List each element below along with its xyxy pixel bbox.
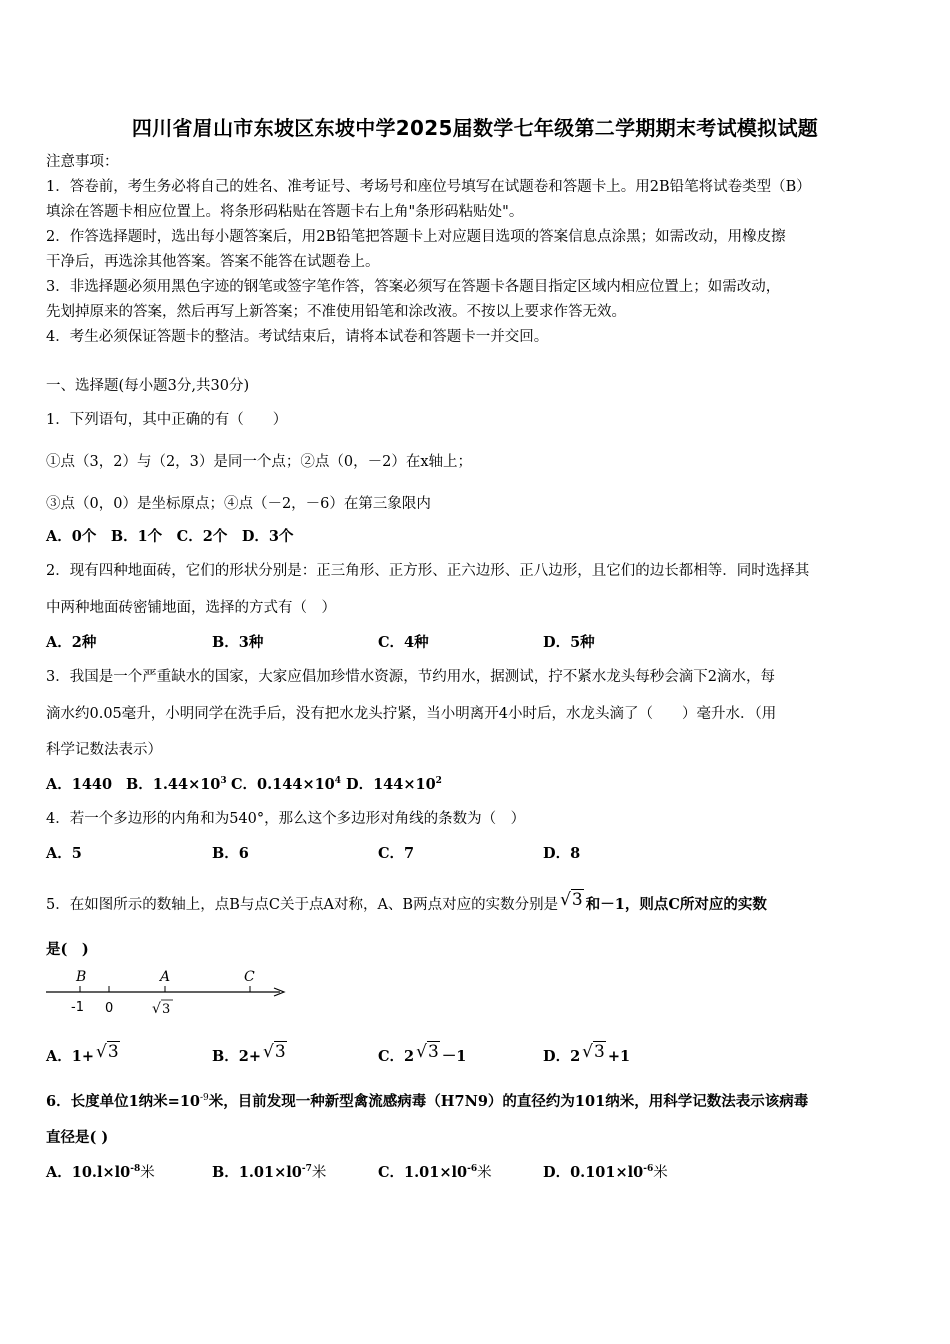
tick-label-zero: 0 <box>105 1001 114 1016</box>
sqrt-symbol: √3 <box>560 890 583 910</box>
notice-line: 先划掉原来的答案，然后再写上新答案；不准使用铅笔和涂改液。不按以上要求作答无效。 <box>46 304 626 320</box>
notice-line: 2．作答选择题时，选出每小题答案后，用2B铅笔把答题卡上对应题目选项的答案信息点涂黑；如需改动，用橡皮擦 <box>46 229 786 245</box>
q5-stem: 5．在如图所示的数轴上，点B与点C关于点A对称，A、B两点对应的实数分别是 √3 和－1，则点C所对应的实数 <box>46 890 767 913</box>
q1-statement: ①点（3，2）与（2，3）是同一个点；②点（0，－2）在x轴上； <box>46 454 473 470</box>
q2-stem: 2．现有四种地面砖，它们的形状分别是：正三角形、正方形、正六边形、正八边形，且它们的边长都相等．同时选择其 <box>46 563 810 579</box>
notice-line: 3．非选择题必须用黑色字迹的钢笔或签字笔作答，答案必须写在答题卡各题目指定区域内相应位置上；如需改动， <box>46 279 781 295</box>
q6-stem: 6．长度单位1纳米$=10^{-9}$米，目前发现一种新型禽流感病毒（H7N9）的直径约为101纳米，用科学记数法表示该病毒 <box>46 1093 809 1110</box>
q4-option-d: D．8 <box>543 845 581 862</box>
q4-option-c: C．7 <box>378 845 415 862</box>
q3-stem: 科学记数法表示） <box>46 742 162 758</box>
number-line-figure <box>44 965 304 1021</box>
page-title: 四川省眉山市东坡区东坡中学2025届数学七年级第二学期期末考试模拟试题 <box>131 116 819 140</box>
label-c: C <box>244 969 255 985</box>
q4-stem: 4．若一个多边形的内角和为540°，那么这个多边形对角线的条数为（ ） <box>46 811 526 827</box>
q1-options: A．0个 B．1个 C．2个 D．3个 <box>46 528 294 545</box>
q2-option-c: C．4种 <box>378 634 429 651</box>
q6-option-d: D．$0.101\times l0^{-6}$米 <box>543 1164 668 1181</box>
notice-heading: 注意事项： <box>46 154 119 170</box>
q2-option-b: B．3种 <box>212 634 264 651</box>
q5-option-b: B．2+ √3 <box>212 1042 286 1065</box>
q5-option-a: A．1+ √3 <box>46 1042 119 1065</box>
notice-line: 4．考生必须保证答题卡的整洁。考试结束后，请将本试卷和答题卡一并交回。 <box>46 329 549 345</box>
tick-label-sqrt3: 3 <box>162 1002 171 1017</box>
notice-line: 填涂在答题卡相应位置上。将条形码粘贴在答题卡右上角"条形码粘贴处"。 <box>46 204 524 220</box>
q5-stem: 是( ) <box>46 941 89 958</box>
tick-label-neg1: -1 <box>71 1000 84 1015</box>
q1-statement: ③点（0，0）是坐标原点；④点（－2，－6）在第三象限内 <box>46 496 431 512</box>
q6-stem: 直径是( ) <box>46 1129 109 1146</box>
q5-option-d: D．2 √3 +1 <box>543 1042 631 1065</box>
notice-line: 干净后，再选涂其他答案。答案不能答在试题卷上。 <box>46 254 380 270</box>
q3-option-b: B．$1.44\times 10^3$ <box>126 776 227 793</box>
label-b: B <box>76 969 87 985</box>
q6-option-a: A．$10.l\times l0^{-8}$米 <box>46 1164 155 1181</box>
q2-option-d: D．5种 <box>543 634 595 651</box>
sqrt-radical-sign: √ <box>152 1001 161 1017</box>
section-heading: 一、选择题(每小题3分,共30分) <box>46 378 250 394</box>
q6-option-b: B．$1.01\times l0^{-7}$米 <box>212 1164 327 1181</box>
q3-stem: 滴水约0.05毫升，小明同学在洗手后，没有把水龙头拧紧，当小明离开4小时后，水龙头滴了（ ）毫升水．（用 <box>46 706 777 722</box>
q3-option-a: A．1440 <box>46 776 113 793</box>
q2-stem: 中两种地面砖密铺地面，选择的方式有（ ） <box>46 600 336 616</box>
notice-line: 1．答卷前，考生务必将自己的姓名、准考证号、考场号和座位号填写在试题卷和答题卡上。用2B铅笔将试卷类型（B） <box>46 179 811 195</box>
q3-stem: 3．我国是一个严重缺水的国家，大家应倡加珍惜水资源，节约用水，据测试，拧不紧水龙头每秒会滴下2滴水，每 <box>46 669 775 685</box>
q5-option-c: C．2 √3 －1 <box>378 1042 467 1065</box>
q1-stem: 1．下列语句，其中正确的有（ ） <box>46 412 288 428</box>
q4-option-b: B．6 <box>212 845 249 862</box>
q6-option-c: C．$1.01\times l0^{-6}$米 <box>378 1164 492 1181</box>
q2-option-a: A．2种 <box>46 634 97 651</box>
label-a: A <box>160 969 171 985</box>
q4-option-a: A．5 <box>46 845 82 862</box>
q3-option-d: D．$144\times 10^2$ <box>346 776 442 793</box>
q3-option-c: C．$0.144\times 10^4$ <box>231 776 342 793</box>
